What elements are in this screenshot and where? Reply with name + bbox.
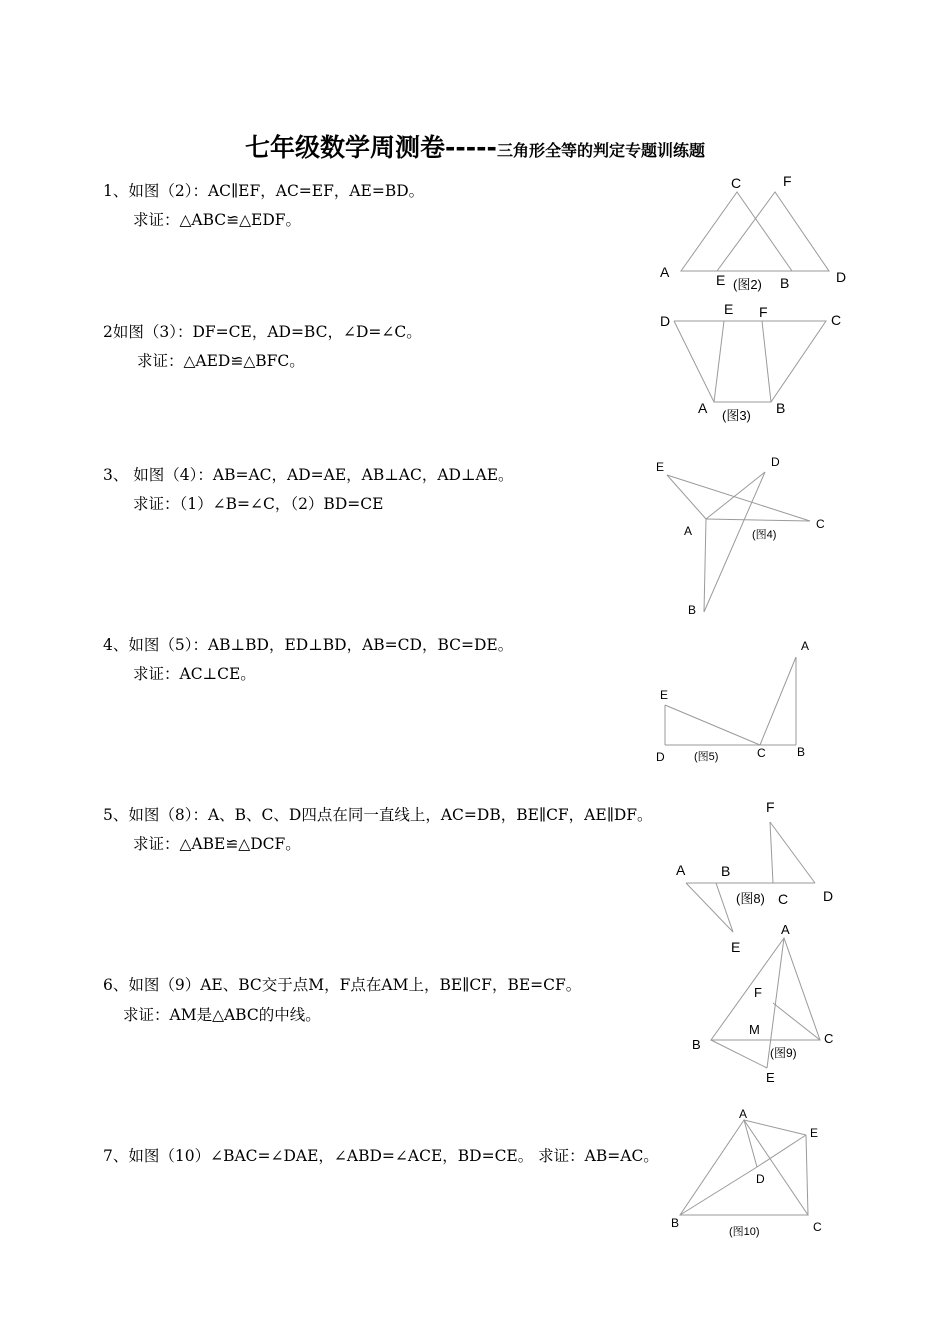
figure-9 — [685, 918, 845, 1093]
point-e-label: E — [731, 939, 741, 955]
point-d-label: D — [656, 750, 665, 764]
figure-4 — [645, 450, 835, 620]
triangle-abc — [711, 938, 820, 1040]
point-e-label: E — [766, 1070, 775, 1085]
title-main: 七年级数学周测卷----- — [245, 133, 497, 162]
triangle-edf — [717, 192, 829, 271]
problem-6-proof: 求证：AM是△ABC的中线。 — [123, 1006, 321, 1024]
point-b-label: B — [688, 603, 697, 617]
point-c-label: C — [778, 891, 789, 907]
point-a-label: A — [660, 264, 670, 280]
point-b-label: B — [776, 400, 786, 416]
segment-ad — [706, 472, 765, 519]
figure-8-caption: (图8) — [736, 891, 765, 906]
point-a-label: A — [781, 922, 790, 937]
point-f-label: F — [759, 304, 768, 320]
figure-2-caption: (图2) — [733, 277, 762, 292]
problem-3-proof: 求证：（1）∠B=∠C，（2）BD=CE — [133, 495, 384, 513]
point-a-label: A — [698, 400, 708, 416]
point-b-label: B — [721, 863, 731, 879]
point-c-label: C — [757, 746, 766, 760]
segment-db — [704, 472, 765, 612]
point-a-label: A — [676, 862, 686, 878]
segment-ac — [706, 519, 810, 521]
problem-5-proof: 求证：△ABE≌△DCF。 — [133, 835, 301, 853]
figure-4-caption: (图4) — [752, 529, 777, 541]
figure-9-caption: (图9) — [770, 1046, 797, 1060]
point-a-label: A — [684, 524, 693, 538]
figure-5-caption: (图5) — [694, 751, 719, 763]
figure-10 — [665, 1100, 835, 1245]
figure-10-caption: (图10) — [729, 1226, 760, 1238]
problem-3-question: 3、 如图（4）：AB=AC，AD=AE，AB⊥AC，AD⊥AE。 — [103, 466, 514, 484]
segment-ec — [667, 475, 810, 521]
segment-cf — [770, 822, 773, 883]
point-e-label: E — [810, 1126, 819, 1140]
point-e-label: E — [716, 272, 726, 288]
point-d-label: D — [660, 313, 671, 329]
problem-4-proof: 求证：AC⊥CE。 — [133, 665, 256, 683]
problem-2-question: 2如图（3）：DF=CE，AD=BC，∠D=∠C。 — [103, 323, 422, 341]
segment-ae — [744, 1120, 806, 1135]
point-b-label: B — [780, 275, 790, 291]
segment-ad — [744, 1120, 757, 1167]
segment-bd — [680, 1167, 757, 1215]
point-c-label: C — [813, 1220, 822, 1234]
point-c-label: C — [816, 517, 825, 531]
point-d-label: D — [823, 888, 834, 904]
problem-6-question: 6、如图（9）AE、BC交于点M，F点在AM上，BE∥CF，BE=CF。 — [103, 976, 582, 994]
quadrilateral-outline — [674, 321, 826, 402]
segment-df — [770, 822, 815, 883]
figure-5 — [650, 635, 820, 770]
point-b-label: B — [671, 1216, 680, 1230]
triangle-abc — [680, 1120, 808, 1215]
title-sub: 三角形全等的判定专题训练题 — [496, 141, 705, 160]
point-d-label: D — [756, 1172, 765, 1186]
point-d-label: D — [771, 455, 780, 469]
point-b-label: B — [692, 1037, 701, 1052]
point-e-label: E — [660, 688, 669, 702]
triangle-abc — [681, 192, 792, 271]
point-c-label: C — [824, 1031, 834, 1046]
problem-5-question: 5、如图（8）：A、B、C、D四点在同一直线上，AC=DB，BE∥CF，AE∥DF。 — [103, 806, 653, 824]
segment-be — [711, 1040, 767, 1068]
point-e-label: E — [656, 460, 665, 474]
point-b-label: B — [797, 745, 806, 759]
figure-3 — [650, 295, 860, 430]
segment-bf — [762, 321, 771, 402]
point-d-label: D — [836, 269, 847, 285]
point-a-label: A — [801, 639, 810, 653]
point-f-label: F — [754, 985, 762, 1000]
point-e-label: E — [724, 301, 734, 317]
point-c-label: C — [831, 312, 842, 328]
segment-ae — [714, 321, 724, 402]
segment-ab — [704, 519, 706, 612]
point-c-label: C — [731, 175, 742, 191]
segment-ec — [806, 1135, 808, 1215]
point-f-label: F — [783, 173, 792, 189]
page-title — [0, 128, 950, 164]
problem-4-question: 4、如图（5）：AB⊥BD，ED⊥BD，AB=CD，BC=DE。 — [103, 636, 514, 654]
problem-1-proof: 求证：△ABC≌△EDF。 — [133, 211, 302, 229]
point-a-label: A — [739, 1107, 748, 1121]
figure-2 — [640, 165, 870, 300]
problem-7-question: 7、如图（10）∠BAC=∠DAE，∠ABD=∠ACE，BD=CE。 求证：AB=AC。 — [103, 1147, 659, 1165]
problem-1-question: 1、如图（2）：AC∥EF，AC=EF，AE=BD。 — [103, 182, 425, 200]
figure-3-caption: (图3) — [722, 408, 751, 423]
point-f-label: F — [766, 799, 775, 815]
segment-ca — [760, 657, 796, 745]
point-m-label: M — [749, 1022, 760, 1037]
problem-2-proof: 求证：△AED≌△BFC。 — [137, 352, 305, 370]
segment-ec — [665, 705, 760, 745]
